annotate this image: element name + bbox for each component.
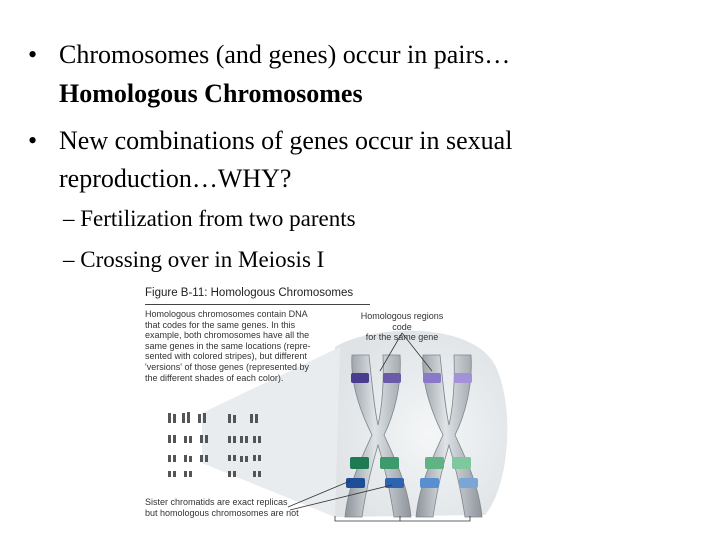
bullet-1-bold-line: Homologous Chromosomes bbox=[59, 79, 363, 108]
figure-body-line: the different shades of each color). bbox=[145, 372, 284, 383]
sub-bullet-2-text: Crossing over in Meiosis I bbox=[80, 247, 325, 272]
homologous-regions-callout bbox=[352, 311, 452, 343]
sub-bullet-dash: – bbox=[63, 247, 75, 272]
figure-title: Figure B-11: Homologous Chromosomes bbox=[145, 287, 354, 299]
figure-body-line: same genes in the same locations (repre- bbox=[145, 340, 311, 351]
figure-body-line: example, both chromosomes have all the bbox=[145, 330, 310, 341]
sister-chromatids-callout bbox=[145, 497, 335, 518]
homologous-chromosomes-figure bbox=[140, 285, 510, 540]
figure-title-rule bbox=[145, 304, 370, 305]
bullet-2-line2: reproduction…WHY? bbox=[59, 164, 292, 193]
figure-body-text bbox=[145, 309, 327, 383]
figure-body-line: sented with colored stripes), but different bbox=[145, 351, 307, 362]
callout-line: but homologous chromosomes are not bbox=[145, 507, 299, 518]
callout-line: for the same gene bbox=[365, 332, 439, 343]
callout-line: Sister chromatids are exact replicas bbox=[145, 497, 288, 507]
figure-body-line: Homologous chromosomes contain DNA bbox=[145, 309, 308, 319]
sub-bullet-dash: – bbox=[63, 206, 75, 231]
figure-body-line: 'versions' of those genes (represented by bbox=[145, 361, 310, 372]
callout-line: Homologous regions code bbox=[360, 311, 444, 332]
bullet-1-text: Chromosomes (and genes) occur in pairs… bbox=[59, 40, 511, 69]
sub-bullet-1-text: Fertilization from two parents bbox=[80, 206, 356, 231]
bullet-2-text: New combinations of genes occur in sexual bbox=[59, 126, 513, 155]
figure-body-line: that codes for the same genes. In this bbox=[145, 319, 296, 330]
bullet-symbol: • bbox=[28, 40, 38, 69]
sub-bullet-2 bbox=[63, 245, 324, 275]
bullet-symbol: • bbox=[28, 126, 38, 155]
sub-bullet-1 bbox=[63, 204, 356, 234]
